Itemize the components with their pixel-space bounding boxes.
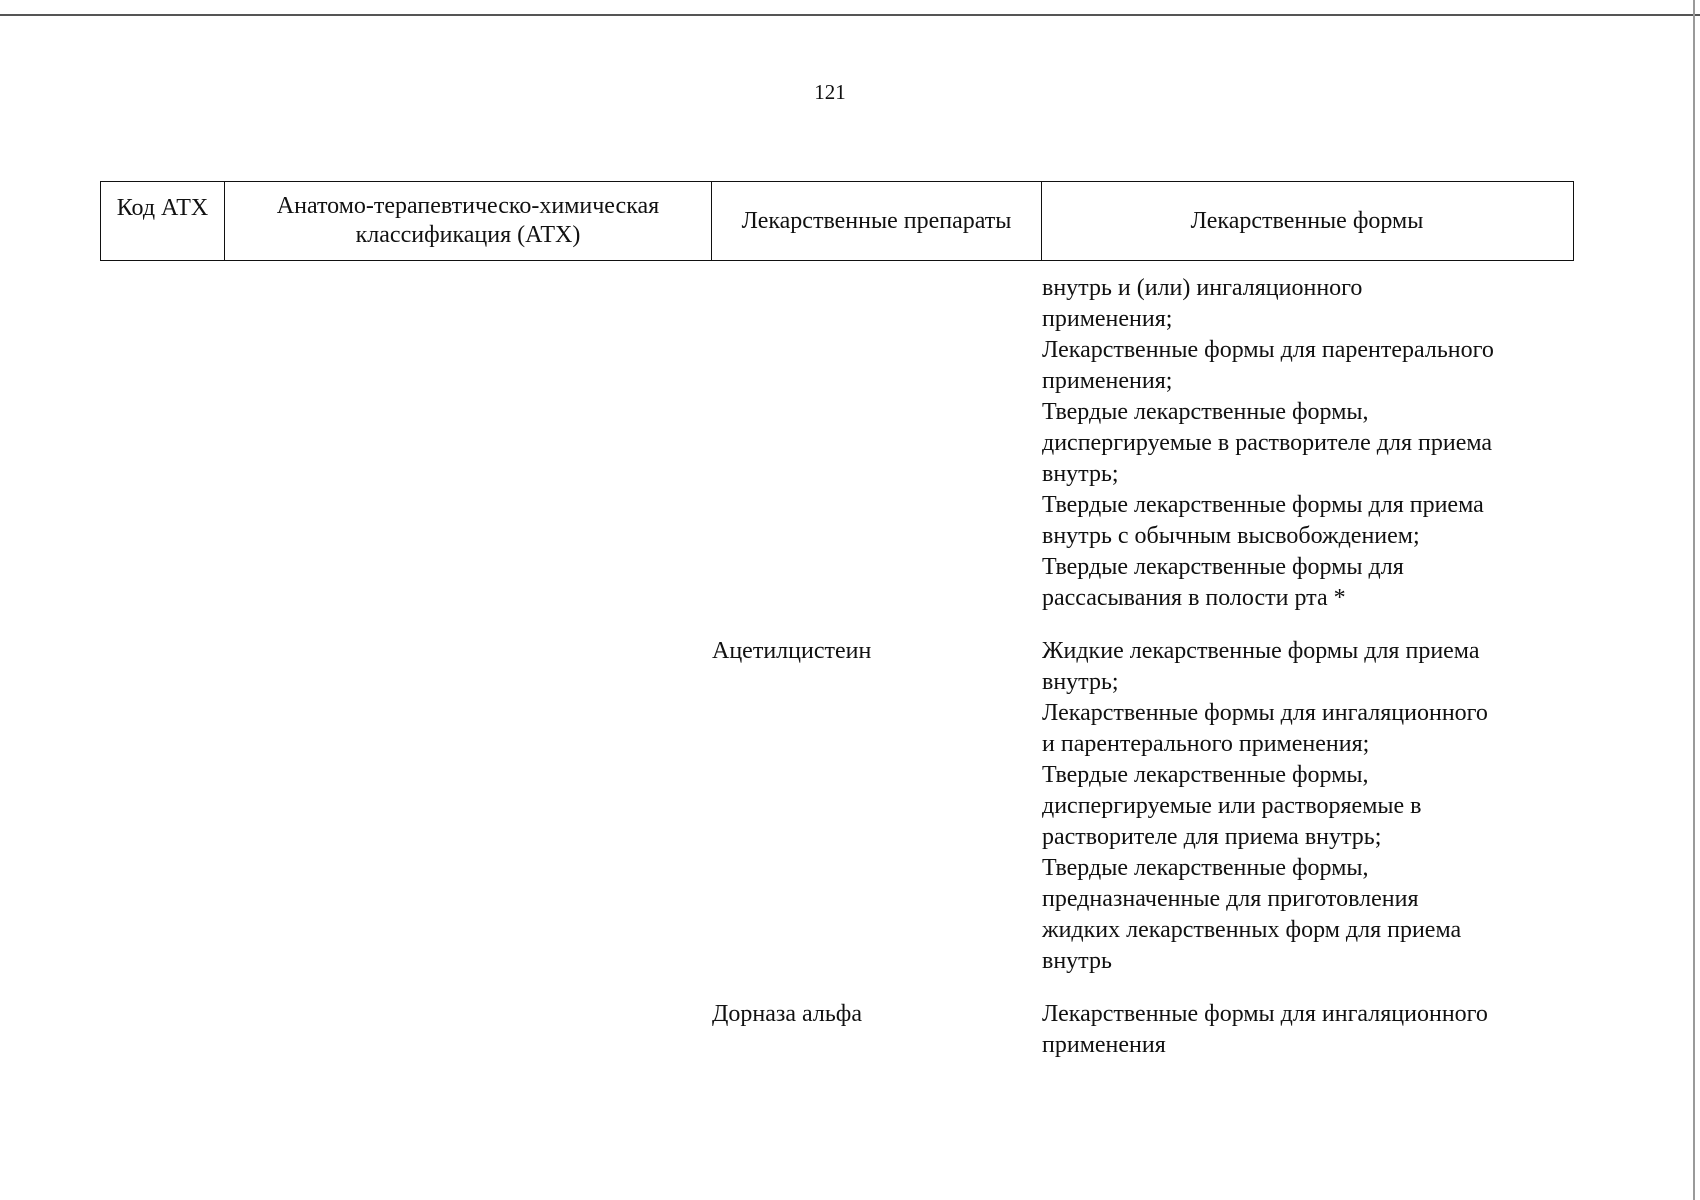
scan-edge-top	[0, 14, 1700, 16]
header-dosage-forms: Лекарственные формы	[1190, 207, 1424, 234]
form-line: внутрь	[1042, 948, 1112, 974]
form-line: Твердые лекарственные формы,	[1042, 399, 1369, 425]
form-line: Твердые лекарственные формы для	[1042, 554, 1404, 580]
form-line: Твердые лекарственные формы для приема	[1042, 492, 1484, 518]
form-line: применения	[1042, 1032, 1166, 1058]
form-line: применения;	[1042, 368, 1173, 394]
header-code-atx: Код АТХ	[101, 182, 225, 260]
drug-name-acetylcysteine: Ацетилцистеин	[712, 638, 872, 664]
page-number: 121	[814, 80, 846, 104]
form-line: жидких лекарственных форм для приема	[1042, 917, 1462, 943]
table-row-acetylcysteine-forms	[1042, 636, 1572, 977]
form-line: Твердые лекарственные формы,	[1042, 762, 1369, 788]
form-line: Лекарственные формы для парентерального	[1042, 337, 1494, 363]
form-line: рассасывания в полости рта *	[1042, 585, 1346, 611]
header-atx-line-1: Анатомо-терапевтическо-химическая	[276, 193, 660, 219]
form-line: растворителе для приема внутрь;	[1042, 824, 1382, 850]
table-header	[100, 181, 1574, 261]
form-line: диспергируемые в растворителе для приема	[1042, 430, 1493, 456]
form-line: диспергируемые или растворяемые в	[1042, 793, 1422, 819]
form-line: внутрь и (или) ингаляционного	[1042, 275, 1363, 301]
form-line: внутрь;	[1042, 669, 1119, 695]
form-line: Твердые лекарственные формы,	[1042, 855, 1369, 881]
form-line: Жидкие лекарственные формы для приема	[1042, 638, 1480, 664]
scan-edge-right	[1693, 0, 1695, 1200]
form-line: внутрь;	[1042, 461, 1119, 487]
header-atx-classification	[225, 182, 712, 260]
form-line: Лекарственные формы для ингаляционного	[1042, 1001, 1488, 1027]
header-atx-line-2: классификация (АТХ)	[355, 222, 581, 248]
form-line: предназначенные для приготовления	[1042, 886, 1419, 912]
form-line: внутрь с обычным высвобождением;	[1042, 523, 1420, 549]
table-row-continuation-forms	[1042, 273, 1572, 614]
form-line: Лекарственные формы для ингаляционного	[1042, 700, 1488, 726]
drug-name-dornase-alfa: Дорназа альфа	[712, 1001, 862, 1027]
form-line: и парентерального применения;	[1042, 731, 1370, 757]
header-drugs: Лекарственные препараты	[712, 182, 1042, 260]
form-line: применения;	[1042, 306, 1173, 332]
table-row-dornase-alfa-forms	[1042, 999, 1572, 1061]
